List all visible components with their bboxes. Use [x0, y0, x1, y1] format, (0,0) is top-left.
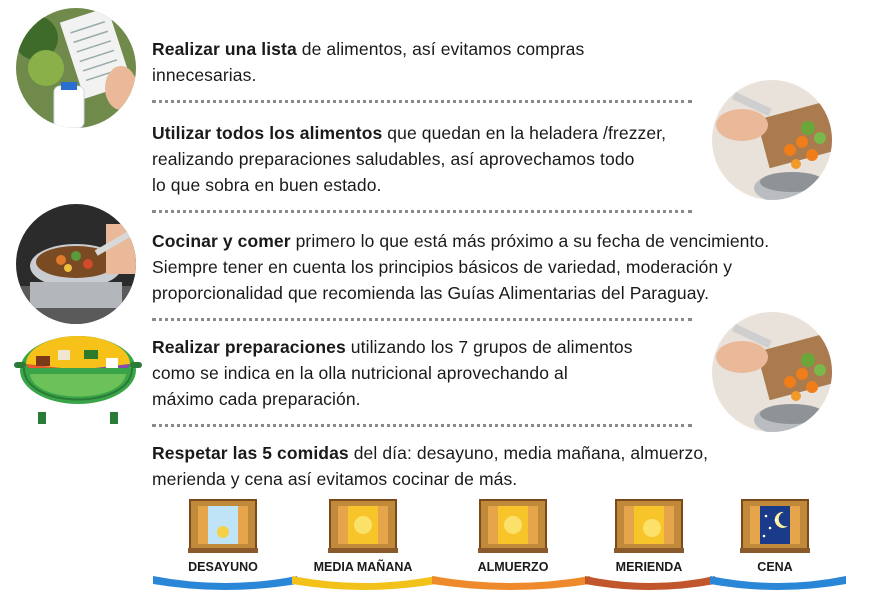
tip-text: como se indica en la olla nutricional aprovechando al — [152, 363, 568, 383]
sun-window-icon — [614, 498, 684, 554]
tip-text: realizando preparaciones saludables, así aprovechamos todo — [152, 149, 635, 169]
meal-band-desayuno — [153, 566, 297, 592]
tip-text: innecesarias. — [152, 65, 257, 85]
tip-use-all-food — [152, 120, 712, 198]
band-shape — [153, 576, 297, 590]
band-shape — [585, 576, 715, 590]
meal-band-cena — [710, 566, 846, 592]
tip-five-meals — [152, 440, 772, 492]
tip-text: de alimentos, así evitamos compras — [296, 39, 585, 59]
tip-bold: Utilizar todos los alimentos — [152, 123, 383, 143]
chopping-vegetables-photo — [712, 312, 832, 432]
tip-text: que quedan en la heladera /frezzer, — [382, 123, 667, 143]
chopping-vegetables-photo — [712, 80, 832, 200]
tip-text: lo que sobra en buen estado. — [152, 175, 382, 195]
cooking-pot-photo — [16, 204, 136, 324]
meal-band-media-manana — [292, 566, 436, 592]
tip-text: máximo cada preparación. — [152, 389, 361, 409]
tip-bold: Cocinar y comer — [152, 231, 291, 251]
meal-label-almuerzo: ALMUERZO — [477, 560, 549, 574]
tip-text: primero lo que está más próximo a su fecha de vencimiento. — [290, 231, 770, 251]
band-shape — [292, 576, 436, 590]
night-window-icon — [740, 498, 810, 554]
band-shape — [432, 576, 590, 590]
meal-band-merienda — [585, 566, 715, 592]
meal-label-merienda: MERIENDA — [615, 560, 683, 574]
meal-label-cena: CENA — [757, 560, 793, 574]
nutritional-pot-illustration — [14, 320, 142, 428]
tip-shopping-list — [152, 36, 692, 88]
tip-preparations — [152, 334, 712, 412]
band-shape — [710, 576, 846, 590]
tip-bold: Realizar preparaciones — [152, 337, 346, 357]
dotted-separator — [152, 210, 692, 213]
tip-cook-first — [152, 228, 852, 306]
tip-text: merienda y cena así evitamos cocinar de más. — [152, 469, 518, 489]
shopping-list-photo — [16, 8, 136, 128]
tip-text: del día: desayuno, media mañana, almuerzo, — [348, 443, 709, 463]
dotted-separator — [152, 100, 692, 103]
sun-window-icon — [328, 498, 398, 554]
dotted-separator — [152, 318, 692, 321]
meal-label-media-manana: MEDIA MAÑANA — [313, 560, 413, 574]
dotted-separator — [152, 424, 692, 427]
meal-label-desayuno: DESAYUNO — [188, 560, 258, 574]
sun-window-icon — [478, 498, 548, 554]
tip-bold: Realizar una lista — [152, 39, 297, 59]
meal-band-almuerzo — [432, 566, 590, 592]
tip-bold: Respetar las 5 comidas — [152, 443, 349, 463]
morning-window-icon — [188, 498, 258, 554]
tip-text: proporcionalidad que recomienda las Guías Alimentarias del Paraguay. — [152, 283, 710, 303]
tip-text: Siempre tener en cuenta los principios básicos de variedad, moderación y — [152, 257, 733, 277]
tip-text: utilizando los 7 grupos de alimentos — [345, 337, 633, 357]
